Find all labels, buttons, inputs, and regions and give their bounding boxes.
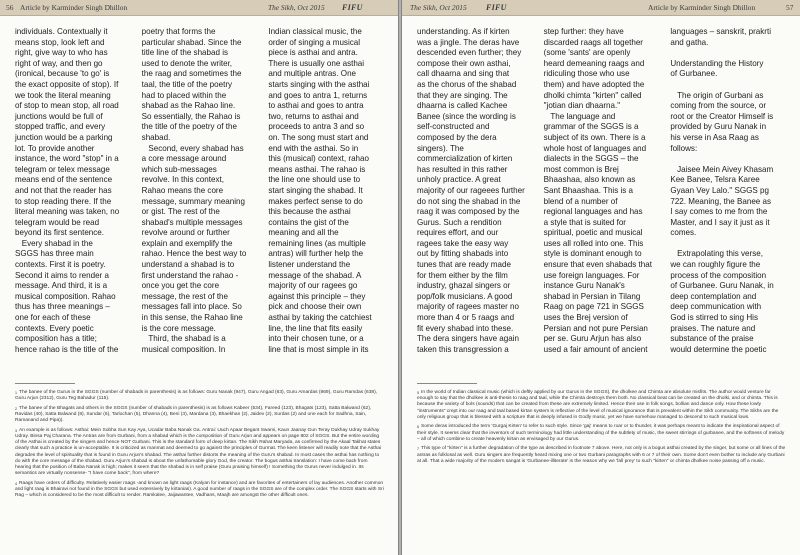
footnote-mark: 4 bbox=[15, 481, 17, 486]
body-column-2: poetry that forms the particular shabad. Since the title line of the shabad is used to denote the writer, the raag and sometimes the taal, the title of the poetry had to placed within the shabad as the Rahao line. So essentially, the Rahao is the title of the poetry of the shabad. Second, every shabad has a core message around which sub-messages revolve. In this context, Rahao means the core message, summary meaning or gist. The rest of the shabad's multiple messages revolve around or further explain and exemplify the rahao. Hence the best way to understand a shabad is to first understand the rahao - once you get the core message, the rest of the messages fall into place. So in this sense, the Rahao line is the core message. Third, the shabad is a musical composition. In bbox=[141, 27, 247, 354]
footnote-text: Raags have orders of difficulty. Relatively easier raags -and known as light raags (Kalyan for instance) and are favorites of entertainers of lay audiences. Another common and light raag is Bhairavi not found in the SGGS but used extensively by kirtanias). A good number of raags in the SGGS are of the complex order. The SGGS starts with Sri Rag – which is considered to be the most difficult to render. Ramkalee, Jaijawantee, Vadhans, Maajh are amongst the other difficult ones. bbox=[15, 480, 386, 499]
footnote bbox=[417, 424, 786, 443]
footnote-text: Some deras introduced the term 'Gurgaj Kirten' to refer to such style. Since 'gaj' means to roar or to thunder, it was perhaps meant to indicate the inspirational aspect of their style. It seems clear that the inventors of such terminology had little understanding of the subtlety of music, the sweet stirrings of gurbanee, and the softness of melody – all of which combine to create heavenly kirtan as envisaged by our Gurus. bbox=[417, 424, 786, 442]
footnote-text: The banee of the Bhagats and others in the SGGS (number of shabads in parenthesis) is as follows Kabeer (534), Fareed (123), Bhagats (123), Satta Balwand (62), Ravidas (40), Satta Balwand (8), Sundar (6), Tarlochan (5), Dhanna (4), Beni (3), Mardana (3), Bhaekhan (2), Jaidev (2), Surdas (2) and one each for Sadhna, Sain, Ramanand and Pipa)). bbox=[15, 405, 373, 424]
left-footnotes bbox=[15, 390, 384, 547]
footnote-text: This type of "kirten" is a further degradation of the type as described in footnote 7 above. Here, not only is a bogus asthai created by the singer, but some or all lines of the antras as folklosal as well. Guru singers are frequently heard mixing one or two Gurbani paragraphs with 6 or 7 of their own. Some don't even bother to include any Gurbani at all. That a wide majority of the modern sangat is 'Gurbanee-illiterate' is the reason why we 'fall prey' to such "kirten" or chimta dholkee noise passing off a music. bbox=[417, 446, 787, 464]
footnote-mark: 6 bbox=[417, 425, 419, 430]
body-column-1: individuals. Contextually it means stop, look left and right, give way to who has right of way, and then go (ironical, because 'to go' is the exact opposite of stop). If we took the literal meaning of stop to mean stop, all road junctions would be full of stopped traffic, and every junction would be a parking lot. To provide another instance, the word "stop" in a telegram or telex message means end of the sentence and not that the reader has to stop reading there. If the literal meaning was taken, no telegram would be read beyond its first sentence. Every shabad in the SGGS has three main contexts. First it is poetry. Second it aims to render a message. And third, it is a musical composition. Rahao thus has three meanings – one for each of these contexts. Every poetic composition has a title; hence rahao is the title of the bbox=[15, 27, 120, 354]
footnote bbox=[15, 428, 384, 478]
body-column-3: languages – sanskrit, prakrti and gatha. Understanding the History of Gurbanee. The origin of Gurbani as coming from the source, or root or the Creator Himself is provided by Guru Nanak in his verse in Asa Raag as follows: Jaisee Mein Aivey Khasam Kee Banee, Telsra Karee Gyaan Vey Lalo." SGGS pg 722. Meaning, the Banee as I say comes to me from the Master, and I say it just as it comes. Extrapolating this verse, we can roughly figure the process of the composition of Gurbanee. Guru Nanak, in deep contemplation and deep communication with God is stirred to sing His praises. The nature and substance of the praise would determine the poetic bbox=[670, 27, 774, 354]
footnote-mark: 2 bbox=[15, 406, 17, 411]
body-column-3: Indian classical music, the order of singing a musical piece is asthai and antra. There is usually one asthai and multiple antras. One starts singing with the asthai and goes to antra 1, returns to asthai and goes to antra two, returns to asthai and proceeds to antra 3 and so on. The song must start and end with the asthai. So in this (musical) context, rahao means asthai. The rahao is the line one should use to start singing the shabad. It makes perfect sense to do this because the asthai contains the gist of the meaning and all the remaining lines (as multiple antras) will further help the listener understand the message of the shabad. A majority of our ragees go against this principle – they pick and choose their own asthai by taking the catchiest line, the line that fits easily into their chosen tune, or a line that is most simple in its bbox=[268, 27, 372, 354]
footnote-text: The banee of the Gurus in the SGGS (number of shabads in parenthesis) is as follows: Guru Nanak (947), Guru Angad (63), Guru Amardas (869), Guru Ramdas (638), Guru Arjun (2312), Guru Teg Bahadur (115). bbox=[15, 390, 379, 402]
right-body-columns bbox=[417, 27, 786, 377]
footnote bbox=[15, 406, 384, 425]
header-author: Article by Karminder Singh Dhillon bbox=[20, 3, 128, 12]
footnote-mark: 3 bbox=[15, 428, 17, 433]
body-column-1: understanding. As if kirten was a jingle. The deras have descended even further; they compose their own asthai, call dhaarna and sing that as the chorus of the shabad that they are singing. The dhaarna is called Kachee Banee (since the wording is self-constructed and composed by the dera singers). The commercialization of kirten has resulted in this rather unholy practice. A great majority of our rageees further do not sing the shabad in the raag it was composed by the Gurus. Such a rendition requires effort, and our ragees take the easy way out by fitting shabads into tunes that are ready made for them either by the film industry, ghazal singers or pop/folk musicians. A good majority of ragees master no more than 4 or 5 raags and fit every shabad into these. The dera singers have again taken this transgression a bbox=[417, 27, 525, 354]
page-number: 57 bbox=[786, 3, 794, 12]
footnote-text: In the world of Indian classical music (which is deftly applied by our Gurus in the SGGS), the dholkee and Chimta are absolute misfits. The author would venture far enough to say that the dholkee is anti-thesis to raag and taal, while the Chimta destroys them both. No classical beat can be created on the dholki, and or chimta. This is because the variety of bols (sounds) that can be created from these are extremely limited. Hence their use in folk songs, bollian and dance only. How these lowly "instruments" crept into our raag and taal based kirtan system is reflective of the level of musical ignorance that is prevalent within the Sikh community. The Sikhs are the only religious group that is blessed with a scripture that is deeply infused in Godly music, yet we have somehow managed to descend to such musical lows. bbox=[417, 390, 780, 420]
footnote bbox=[15, 481, 384, 500]
header-author: Article by Karminder Singh Dhillon bbox=[648, 3, 756, 12]
page-number: 56 bbox=[6, 3, 14, 12]
footnote-divider bbox=[417, 383, 477, 384]
footnote-mark: 5 bbox=[417, 391, 419, 395]
footnote-mark: 7 bbox=[417, 447, 419, 452]
right-page-header bbox=[402, 0, 800, 16]
header-issue: The Sikh, Oct 2015 bbox=[268, 3, 325, 12]
right-page bbox=[402, 0, 800, 555]
magazine-logo: FIFU bbox=[342, 3, 363, 12]
left-body-columns bbox=[15, 27, 384, 377]
footnote-divider bbox=[15, 383, 75, 384]
footnote bbox=[417, 390, 786, 421]
footnote bbox=[15, 390, 384, 402]
header-issue: The Sikh, Oct 2015 bbox=[410, 3, 467, 12]
footnote-text: An example is as follows: Asthai: Mein Sobha Sun Kay Aya, Ucadar Baba Nanak Ga. Antrai: Uuch Apaar Begant Swami, Kaun Jaanay Gun Teray Dukhay Udray Sukhay Udray. Binsa Paj Charana. The Antras are from Gurbani, from a shabad which is the composition of Guru Arjun and appears on page 802 of SGGS. But the entire wording of the Asthai is created by the singers and hence NOT Gurbani. This is the standard form of deep kirtan. The Sikh Rahat Maryada, as confirmed by the Akaal Takhat states clearly that such a practice is un-acceptable. It is criticized as manmat and deemed to go against the principles of Gurmat. The keen listener will readily note that the Asthai degrades the level of spirituality that is found in Guru Arjun's shabad. The asthai further distorts the meaning of the Guru's shabad. In most cases the asthai has nothing to do with the core message of the shabad. Guru Arjun's shabad is about the unfathomable glory God, the creator. The bogus asthai translation: I have come back from hearing that the position of Baba Nanak is high; makes it seem that the shabad is in self praise (Guru praising himself) ! Something the Gurus never indulged in. Its semantics are virtually nonsense- "I have come back", from where? bbox=[15, 427, 383, 477]
left-page-header bbox=[0, 0, 398, 16]
body-column-2: step further: they have discarded raags all together (some 'sants' are openly heard demeaning raags and ridiculing those who use them) and have adopted the dholki chimta "kirten" called "jotian dian dhaarna." The language and grammar of the SGGS is a subject of its own. There is a whole host of languages and dialects in the SGGS – the most common is Brej Bhaashaa, also known as Sant Bhaashaa. This is a blend of a number of regional languages and has a style that is suited for spiritual, poetic and musical uses all rolled into one. This style is dominant enough to ensure that even shabads that use foreign languages. For instance Guru Nanak's shabad in Persian in Tilang Raag on page 721 in SGGS uses the Brej version of Persian and not pure Persian per se. Guru Arjun has also used a fair amount of ancient bbox=[543, 27, 652, 354]
left-page bbox=[0, 0, 398, 555]
footnote-mark: 1 bbox=[15, 391, 17, 395]
right-footnotes bbox=[417, 390, 786, 547]
footnote bbox=[417, 446, 786, 465]
magazine-logo: FIFU bbox=[486, 3, 507, 12]
